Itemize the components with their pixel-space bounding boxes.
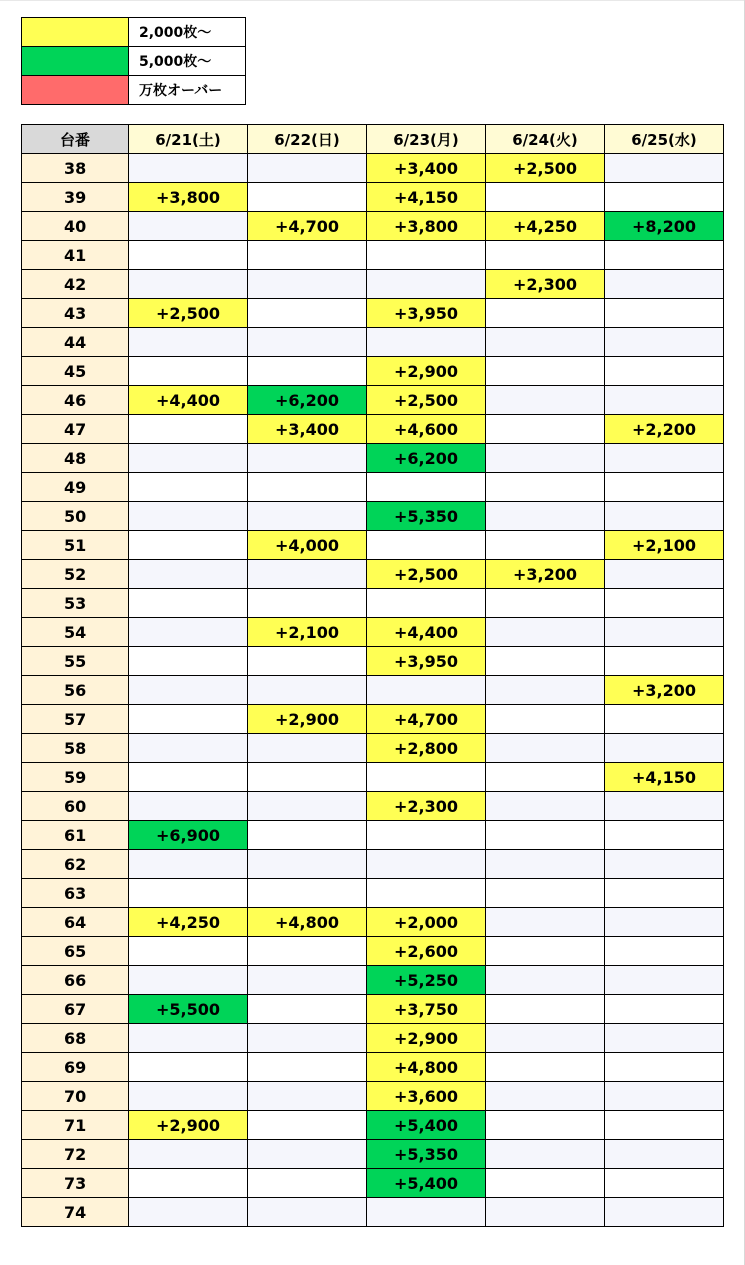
payout-cell — [129, 589, 248, 618]
table-row — [22, 386, 724, 415]
unit-number: 48 — [22, 444, 129, 473]
table-row — [22, 647, 724, 676]
payout-cell — [129, 444, 248, 473]
payout-cell: +3,600 — [367, 1082, 486, 1111]
payout-cell — [486, 1169, 605, 1198]
payout-cell — [486, 734, 605, 763]
unit-number: 49 — [22, 473, 129, 502]
payout-cell: +4,800 — [367, 1053, 486, 1082]
payout-cell — [367, 270, 486, 299]
payout-cell — [486, 531, 605, 560]
table-row — [22, 850, 724, 879]
payout-cell — [605, 618, 724, 647]
payout-cell — [605, 908, 724, 937]
table-row — [22, 792, 724, 821]
payout-cell — [486, 183, 605, 212]
legend-label: 2,000枚〜 — [129, 18, 246, 47]
legend-label: 5,000枚〜 — [129, 47, 246, 76]
payout-cell — [486, 415, 605, 444]
payout-cell: +2,600 — [367, 937, 486, 966]
payout-cell — [605, 241, 724, 270]
table-row — [22, 1053, 724, 1082]
legend-label: 万枚オーバー — [129, 76, 246, 105]
table-row — [22, 502, 724, 531]
payout-cell: +6,200 — [248, 386, 367, 415]
table-row — [22, 676, 724, 705]
table-row — [22, 1111, 724, 1140]
legend-row — [22, 47, 246, 76]
table-row — [22, 241, 724, 270]
payout-cell — [367, 676, 486, 705]
payout-cell — [486, 328, 605, 357]
payout-cell — [248, 1140, 367, 1169]
payout-cell — [129, 850, 248, 879]
payout-cell — [367, 1198, 486, 1227]
date-header: 6/24(火) — [486, 125, 605, 154]
payout-cell — [367, 821, 486, 850]
payout-cell — [367, 879, 486, 908]
payout-cell — [486, 502, 605, 531]
payout-cell — [605, 879, 724, 908]
payout-cell — [248, 241, 367, 270]
payout-cell — [486, 937, 605, 966]
payout-cell — [129, 1082, 248, 1111]
payout-cell — [486, 966, 605, 995]
payout-cell — [129, 937, 248, 966]
unit-number: 56 — [22, 676, 129, 705]
payout-cell — [367, 763, 486, 792]
payout-cell: +4,250 — [129, 908, 248, 937]
unit-number: 69 — [22, 1053, 129, 1082]
table-row — [22, 1140, 724, 1169]
payout-cell — [605, 1140, 724, 1169]
payout-cell — [129, 531, 248, 560]
payout-cell — [129, 154, 248, 183]
payout-cell — [129, 1053, 248, 1082]
table-row — [22, 995, 724, 1024]
payout-cell — [605, 357, 724, 386]
unit-number: 70 — [22, 1082, 129, 1111]
table-row — [22, 1024, 724, 1053]
payout-cell: +5,250 — [367, 966, 486, 995]
payout-cell: +2,900 — [248, 705, 367, 734]
payout-cell — [486, 647, 605, 676]
payout-cell — [605, 589, 724, 618]
payout-cell: +2,300 — [367, 792, 486, 821]
payout-cell — [605, 1053, 724, 1082]
unit-number: 38 — [22, 154, 129, 183]
table-row — [22, 1169, 724, 1198]
payout-cell — [129, 1140, 248, 1169]
legend-swatch — [22, 76, 129, 105]
table-row — [22, 328, 724, 357]
legend-row — [22, 76, 246, 105]
payout-cell — [248, 792, 367, 821]
payout-cell — [248, 1053, 367, 1082]
date-header: 6/25(水) — [605, 125, 724, 154]
payout-cell: +3,200 — [605, 676, 724, 705]
table-row — [22, 560, 724, 589]
payout-cell — [129, 212, 248, 241]
payout-cell: +8,200 — [605, 212, 724, 241]
payout-cell — [605, 821, 724, 850]
unit-number: 65 — [22, 937, 129, 966]
payout-cell — [248, 763, 367, 792]
payout-cell — [486, 850, 605, 879]
unit-number: 64 — [22, 908, 129, 937]
payout-cell — [486, 589, 605, 618]
payout-cell — [486, 908, 605, 937]
payout-cell — [486, 1024, 605, 1053]
unit-number: 43 — [22, 299, 129, 328]
payout-cell — [248, 560, 367, 589]
payout-cell — [129, 618, 248, 647]
payout-cell — [605, 995, 724, 1024]
payout-cell — [248, 299, 367, 328]
unit-number: 60 — [22, 792, 129, 821]
payout-cell: +3,200 — [486, 560, 605, 589]
header-row — [22, 125, 724, 154]
payout-cell — [248, 821, 367, 850]
legend-swatch — [22, 18, 129, 47]
payout-cell — [486, 821, 605, 850]
payout-cell: +2,900 — [129, 1111, 248, 1140]
payout-cell — [605, 792, 724, 821]
payout-cell: +4,700 — [248, 212, 367, 241]
payout-cell — [605, 154, 724, 183]
payout-cell: +2,300 — [486, 270, 605, 299]
unit-number-header: 台番 — [22, 125, 129, 154]
payout-cell: +4,600 — [367, 415, 486, 444]
table-row — [22, 444, 724, 473]
payout-cell — [486, 473, 605, 502]
unit-number: 50 — [22, 502, 129, 531]
payout-table — [21, 124, 724, 1227]
unit-number: 74 — [22, 1198, 129, 1227]
payout-cell — [486, 705, 605, 734]
unit-number: 71 — [22, 1111, 129, 1140]
table-row — [22, 531, 724, 560]
color-legend — [21, 17, 246, 105]
payout-cell — [486, 1140, 605, 1169]
payout-cell — [129, 473, 248, 502]
payout-cell: +4,700 — [367, 705, 486, 734]
payout-cell — [129, 705, 248, 734]
payout-cell: +5,350 — [367, 502, 486, 531]
payout-cell: +3,950 — [367, 299, 486, 328]
unit-number: 73 — [22, 1169, 129, 1198]
payout-cell — [486, 386, 605, 415]
payout-cell — [248, 444, 367, 473]
payout-cell — [605, 183, 724, 212]
payout-cell — [248, 502, 367, 531]
payout-cell — [248, 357, 367, 386]
payout-cell — [486, 618, 605, 647]
payout-cell — [605, 734, 724, 763]
unit-number: 63 — [22, 879, 129, 908]
table-row — [22, 1198, 724, 1227]
payout-cell — [129, 1169, 248, 1198]
payout-cell — [605, 386, 724, 415]
payout-cell — [367, 328, 486, 357]
payout-cell — [367, 589, 486, 618]
payout-cell: +3,750 — [367, 995, 486, 1024]
payout-cell — [605, 328, 724, 357]
payout-cell — [248, 183, 367, 212]
payout-cell: +2,500 — [367, 560, 486, 589]
unit-number: 42 — [22, 270, 129, 299]
payout-cell: +2,900 — [367, 1024, 486, 1053]
payout-cell — [129, 502, 248, 531]
payout-cell: +4,150 — [367, 183, 486, 212]
payout-cell — [248, 270, 367, 299]
payout-cell — [486, 357, 605, 386]
unit-number: 59 — [22, 763, 129, 792]
payout-cell — [248, 328, 367, 357]
payout-cell — [605, 444, 724, 473]
unit-number: 40 — [22, 212, 129, 241]
table-row — [22, 734, 724, 763]
payout-cell: +2,500 — [129, 299, 248, 328]
unit-number: 52 — [22, 560, 129, 589]
payout-cell — [248, 1198, 367, 1227]
table-row — [22, 1082, 724, 1111]
payout-cell — [486, 792, 605, 821]
payout-cell — [605, 1082, 724, 1111]
table-row — [22, 415, 724, 444]
date-header: 6/22(日) — [248, 125, 367, 154]
payout-cell — [367, 241, 486, 270]
payout-cell: +5,350 — [367, 1140, 486, 1169]
unit-number: 68 — [22, 1024, 129, 1053]
table-row — [22, 966, 724, 995]
payout-cell: +6,200 — [367, 444, 486, 473]
payout-cell: +2,900 — [367, 357, 486, 386]
payout-cell — [486, 1053, 605, 1082]
payout-cell — [605, 1024, 724, 1053]
payout-cell — [129, 415, 248, 444]
payout-cell — [486, 1198, 605, 1227]
payout-cell — [129, 357, 248, 386]
payout-cell — [248, 734, 367, 763]
payout-cell — [129, 966, 248, 995]
unit-number: 41 — [22, 241, 129, 270]
payout-cell — [486, 299, 605, 328]
payout-cell: +2,000 — [367, 908, 486, 937]
payout-cell — [367, 850, 486, 879]
payout-cell: +2,200 — [605, 415, 724, 444]
payout-cell — [605, 966, 724, 995]
payout-cell — [129, 270, 248, 299]
table-row — [22, 212, 724, 241]
payout-cell: +2,500 — [486, 154, 605, 183]
payout-cell — [129, 879, 248, 908]
payout-cell: +6,900 — [129, 821, 248, 850]
payout-cell: +5,400 — [367, 1111, 486, 1140]
table-row — [22, 589, 724, 618]
unit-number: 67 — [22, 995, 129, 1024]
unit-number: 47 — [22, 415, 129, 444]
payout-cell: +3,800 — [367, 212, 486, 241]
unit-number: 51 — [22, 531, 129, 560]
payout-cell — [129, 1198, 248, 1227]
unit-number: 53 — [22, 589, 129, 618]
payout-cell — [605, 647, 724, 676]
table-row — [22, 879, 724, 908]
payout-cell — [129, 647, 248, 676]
table-row — [22, 763, 724, 792]
payout-cell — [248, 995, 367, 1024]
payout-cell — [605, 705, 724, 734]
table-row — [22, 908, 724, 937]
payout-cell — [248, 879, 367, 908]
payout-cell — [605, 473, 724, 502]
unit-number: 57 — [22, 705, 129, 734]
unit-number: 45 — [22, 357, 129, 386]
table-row — [22, 821, 724, 850]
payout-cell — [486, 676, 605, 705]
payout-cell — [486, 763, 605, 792]
payout-cell — [248, 589, 367, 618]
table-row — [22, 357, 724, 386]
unit-number: 72 — [22, 1140, 129, 1169]
payout-cell — [129, 241, 248, 270]
payout-cell — [486, 995, 605, 1024]
payout-cell: +2,800 — [367, 734, 486, 763]
payout-cell: +4,000 — [248, 531, 367, 560]
payout-cell — [248, 1111, 367, 1140]
payout-cell — [605, 270, 724, 299]
table-row — [22, 154, 724, 183]
payout-cell — [248, 473, 367, 502]
payout-cell — [129, 1024, 248, 1053]
payout-cell — [486, 444, 605, 473]
payout-cell — [248, 1082, 367, 1111]
payout-cell: +2,500 — [367, 386, 486, 415]
payout-cell — [486, 1111, 605, 1140]
payout-cell: +3,400 — [367, 154, 486, 183]
unit-number: 55 — [22, 647, 129, 676]
payout-cell — [129, 560, 248, 589]
legend-swatch — [22, 47, 129, 76]
payout-cell — [129, 734, 248, 763]
payout-cell — [486, 879, 605, 908]
unit-number: 62 — [22, 850, 129, 879]
payout-cell: +2,100 — [248, 618, 367, 647]
unit-number: 66 — [22, 966, 129, 995]
table-row — [22, 473, 724, 502]
payout-cell — [248, 676, 367, 705]
unit-number: 58 — [22, 734, 129, 763]
table-row — [22, 299, 724, 328]
payout-cell: +3,950 — [367, 647, 486, 676]
payout-cell: +5,400 — [367, 1169, 486, 1198]
payout-cell: +4,150 — [605, 763, 724, 792]
payout-cell — [486, 241, 605, 270]
payout-cell — [605, 937, 724, 966]
payout-cell: +5,500 — [129, 995, 248, 1024]
payout-cell — [605, 850, 724, 879]
payout-cell — [248, 647, 367, 676]
payout-cell — [129, 676, 248, 705]
table-row — [22, 183, 724, 212]
payout-cell — [248, 966, 367, 995]
legend-row — [22, 18, 246, 47]
top-border — [0, 0, 745, 1]
payout-cell: +2,100 — [605, 531, 724, 560]
unit-number: 46 — [22, 386, 129, 415]
payout-cell — [605, 1169, 724, 1198]
payout-cell — [605, 1198, 724, 1227]
unit-number: 39 — [22, 183, 129, 212]
payout-cell: +4,400 — [129, 386, 248, 415]
unit-number: 54 — [22, 618, 129, 647]
payout-cell — [605, 299, 724, 328]
date-header: 6/23(月) — [367, 125, 486, 154]
payout-cell — [367, 473, 486, 502]
payout-cell — [129, 792, 248, 821]
payout-cell — [248, 850, 367, 879]
table-row — [22, 937, 724, 966]
payout-cell — [486, 1082, 605, 1111]
payout-cell — [248, 1169, 367, 1198]
payout-cell — [248, 937, 367, 966]
payout-cell — [248, 154, 367, 183]
payout-cell: +3,800 — [129, 183, 248, 212]
unit-number: 61 — [22, 821, 129, 850]
unit-number: 44 — [22, 328, 129, 357]
table-row — [22, 705, 724, 734]
payout-cell — [248, 1024, 367, 1053]
payout-cell — [605, 1111, 724, 1140]
date-header: 6/21(土) — [129, 125, 248, 154]
payout-cell — [367, 531, 486, 560]
payout-cell: +4,400 — [367, 618, 486, 647]
payout-cell: +4,800 — [248, 908, 367, 937]
payout-cell — [605, 560, 724, 589]
payout-cell — [129, 328, 248, 357]
payout-cell — [605, 502, 724, 531]
payout-cell: +3,400 — [248, 415, 367, 444]
table-row — [22, 270, 724, 299]
table-row — [22, 618, 724, 647]
payout-cell: +4,250 — [486, 212, 605, 241]
payout-cell — [129, 763, 248, 792]
